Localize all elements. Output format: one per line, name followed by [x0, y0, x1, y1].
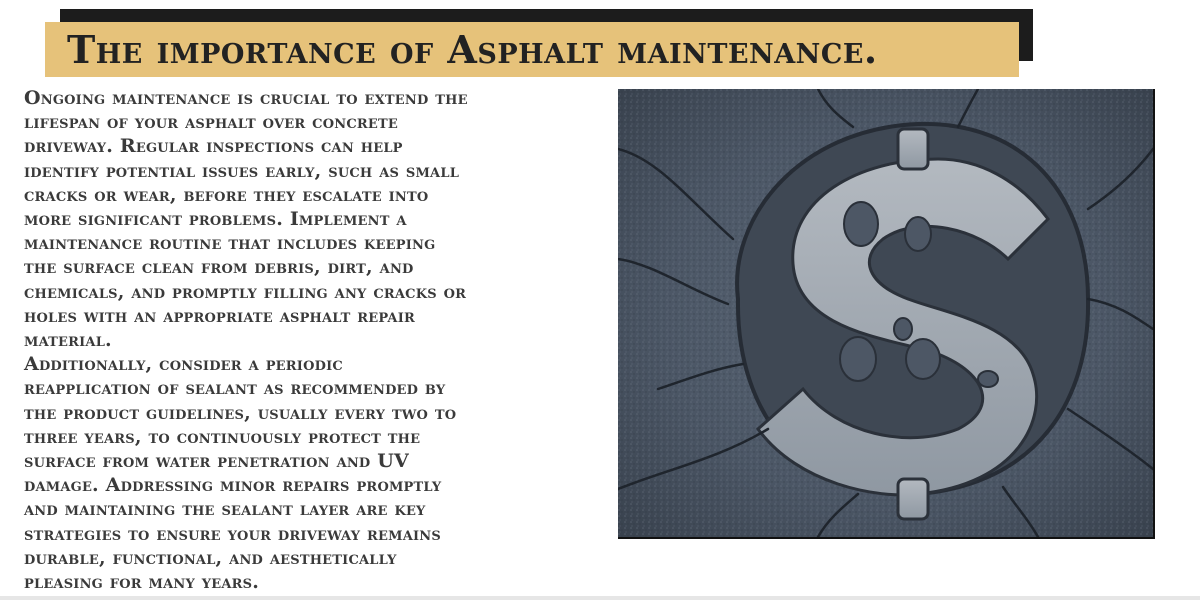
page-title: The importance of Asphalt maintenance. — [67, 26, 878, 72]
pothole-dollar-sign-photo — [618, 89, 1155, 539]
paragraph-maintenance: Ongoing maintenance is crucial to extend the lifespan of your asphalt over concrete driveway. Regular inspections can help identify potential issues early, such as small cracks or wear, before they escalate into more significant problems. Implement a maintenance routine that includes keeping the surface clean from debris, dirt, and chemicals, and promptly filling any cracks or holes with an appropriate asphalt repair material. — [24, 87, 468, 352]
bottom-divider — [0, 596, 1200, 600]
article-body — [24, 86, 624, 594]
pothole-illustration — [618, 89, 1153, 537]
title-banner — [45, 22, 1019, 77]
paragraph-sealant: Additionally, consider a periodic reapplication of sealant as recommended by the product guidelines, usually every two to three years, to continuously protect the surface from water penetration and UV damage. Addressing minor repairs promptly and maintaining the sealant layer are key strategies to ensure your driveway remains durable, functional, and aesthetically pleasing for many years. — [24, 353, 457, 594]
